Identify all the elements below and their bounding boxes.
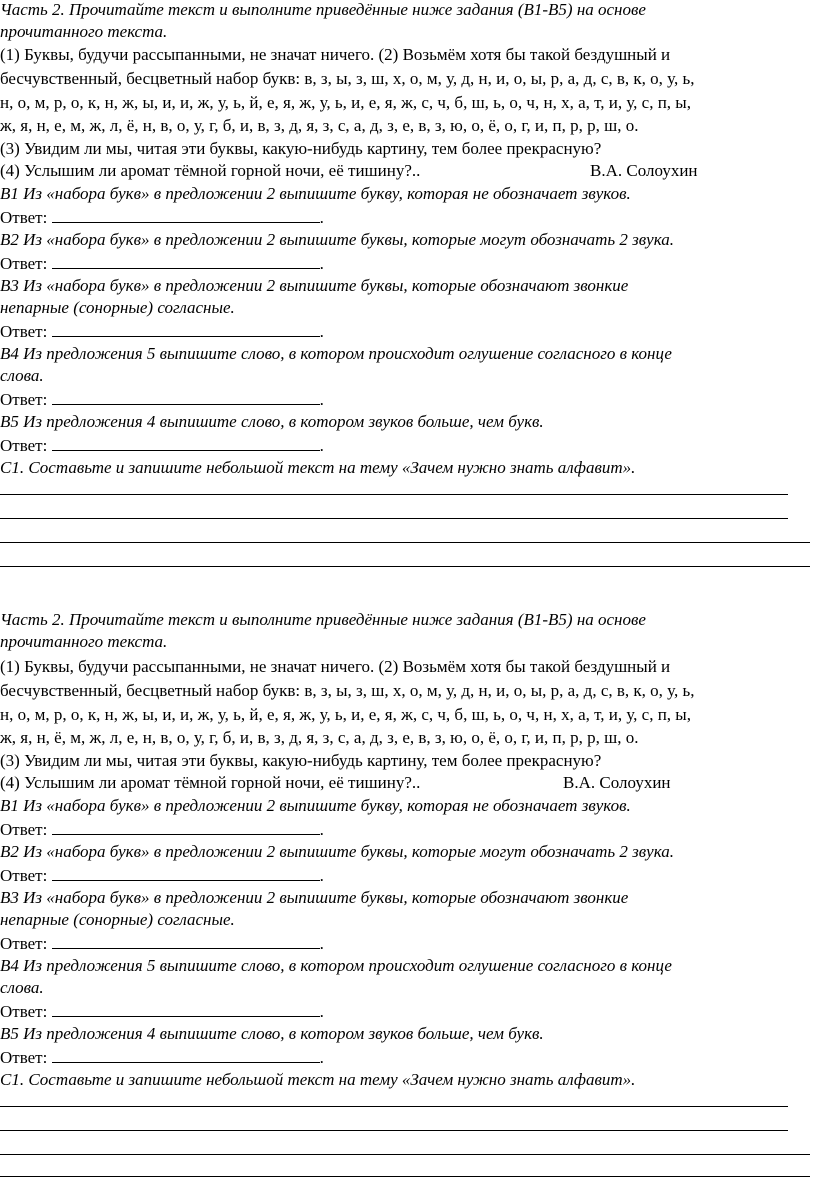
answer-period: . bbox=[319, 322, 324, 341]
question-b1: В1 Из «набора букв» в предложении 2 выпишите букву, которая не обозначает звуков. bbox=[0, 184, 631, 203]
text-line: бесчувственный, бесцветный набор букв: в, з, ы, з, ш, х, о, м, у, д, н, и, о, ы, р, а, д, с, в, к, о, у, ь, bbox=[0, 69, 695, 88]
answer-label: Ответ: bbox=[0, 1002, 48, 1021]
text-line: ж, я, н, ё, м, ж, л, е, н, в, о, у, г, б, и, в, з, д, я, з, с, а, д, з, е, в, з, ю, о, ё, о, г, и, п, р, р, ш, о. bbox=[0, 728, 639, 747]
question-b3-cont: непарные (сонорные) согласные. bbox=[0, 910, 235, 929]
answer-label: Ответ: bbox=[0, 820, 48, 839]
part-heading-cont: прочитанного текста. bbox=[0, 632, 168, 651]
writing-line[interactable] bbox=[0, 1176, 810, 1177]
text-line: (3) Увидим ли мы, читая эти буквы, какую-нибудь картину, тем более прекрасную? bbox=[0, 139, 602, 158]
question-b4-cont: слова. bbox=[0, 366, 44, 385]
answer-line[interactable] bbox=[52, 321, 320, 337]
answer-b2 bbox=[0, 865, 324, 886]
question-c1: С1. Составьте и запишите небольшой текст на тему «Зачем нужно знать алфавит». bbox=[0, 1070, 636, 1089]
answer-line[interactable] bbox=[52, 933, 320, 949]
question-b3: В3 Из «набора букв» в предложении 2 выпишите буквы, которые обозначают звонкие bbox=[0, 276, 629, 295]
answer-period: . bbox=[319, 1002, 324, 1021]
answer-line[interactable] bbox=[52, 865, 320, 881]
text-line: (1) Буквы, будучи рассыпанными, не значат ничего. (2) Возьмём хотя бы такой бездушный и bbox=[0, 657, 671, 676]
question-c1: С1. Составьте и запишите небольшой текст на тему «Зачем нужно знать алфавит». bbox=[0, 458, 636, 477]
answer-b2 bbox=[0, 253, 324, 274]
part-heading: Часть 2. Прочитайте текст и выполните приведённые ниже задания (В1-В5) на основе bbox=[0, 0, 646, 19]
answer-period: . bbox=[319, 254, 324, 273]
question-b4-cont: слова. bbox=[0, 978, 44, 997]
text-line: (3) Увидим ли мы, читая эти буквы, какую-нибудь картину, тем более прекрасную? bbox=[0, 751, 602, 770]
answer-label: Ответ: bbox=[0, 934, 48, 953]
answer-b4 bbox=[0, 1001, 324, 1022]
answer-label: Ответ: bbox=[0, 322, 48, 341]
writing-line[interactable] bbox=[0, 1154, 810, 1155]
answer-line[interactable] bbox=[52, 1047, 320, 1063]
answer-period: . bbox=[319, 390, 324, 409]
text-line: н, о, м, р, о, к, н, ж, ы, и, и, ж, у, ь, й, е, я, ж, у, ь, и, е, я, ж, с, ч, б, ш, ь, о, ч, н, х, а, т, и, у, с, п, ы, bbox=[0, 705, 691, 724]
answer-line[interactable] bbox=[52, 1001, 320, 1017]
question-b3-cont: непарные (сонорные) согласные. bbox=[0, 298, 235, 317]
question-b5: В5 Из предложения 4 выпишите слово, в котором звуков больше, чем букв. bbox=[0, 1024, 544, 1043]
answer-period: . bbox=[319, 436, 324, 455]
answer-label: Ответ: bbox=[0, 436, 48, 455]
answer-period: . bbox=[319, 820, 324, 839]
question-b3: В3 Из «набора букв» в предложении 2 выпишите буквы, которые обозначают звонкие bbox=[0, 888, 629, 907]
text-line: (1) Буквы, будучи рассыпанными, не значат ничего. (2) Возьмём хотя бы такой бездушный и bbox=[0, 45, 671, 64]
answer-period: . bbox=[319, 208, 324, 227]
text-line: ж, я, н, е, м, ж, л, ё, н, в, о, у, г, б, и, в, з, д, я, з, с, а, д, з, е, в, з, ю, о, ё, о, г, и, п, р, р, ш, о. bbox=[0, 116, 639, 135]
text-line: бесчувственный, бесцветный набор букв: в, з, ы, з, ш, х, о, м, у, д, н, и, о, ы, р, а, д, с, в, к, о, у, ь, bbox=[0, 681, 695, 700]
answer-b3 bbox=[0, 321, 324, 342]
answer-label: Ответ: bbox=[0, 208, 48, 227]
text-line: (4) Услышим ли аромат тёмной горной ночи, её тишину?.. bbox=[0, 773, 421, 792]
question-b4: В4 Из предложения 5 выпишите слово, в котором происходит оглушение согласного в конце bbox=[0, 344, 672, 363]
answer-period: . bbox=[319, 866, 324, 885]
answer-label: Ответ: bbox=[0, 390, 48, 409]
question-b2: В2 Из «набора букв» в предложении 2 выпишите буквы, которые могут обозначать 2 звука. bbox=[0, 842, 675, 861]
answer-label: Ответ: bbox=[0, 254, 48, 273]
answer-line[interactable] bbox=[52, 389, 320, 405]
answer-b1 bbox=[0, 819, 324, 840]
writing-line[interactable] bbox=[0, 494, 788, 495]
answer-period: . bbox=[319, 1048, 324, 1067]
writing-line[interactable] bbox=[0, 1106, 788, 1107]
answer-b5 bbox=[0, 435, 324, 456]
answer-line[interactable] bbox=[52, 435, 320, 451]
text-line: (4) Услышим ли аромат тёмной горной ночи, её тишину?.. bbox=[0, 161, 421, 180]
answer-line[interactable] bbox=[52, 253, 320, 269]
question-b5: В5 Из предложения 4 выпишите слово, в котором звуков больше, чем букв. bbox=[0, 412, 544, 431]
question-b4: В4 Из предложения 5 выпишите слово, в котором происходит оглушение согласного в конце bbox=[0, 956, 672, 975]
answer-line[interactable] bbox=[52, 819, 320, 835]
question-b2: В2 Из «набора букв» в предложении 2 выпишите буквы, которые могут обозначать 2 звука. bbox=[0, 230, 675, 249]
answer-b4 bbox=[0, 389, 324, 410]
answer-label: Ответ: bbox=[0, 1048, 48, 1067]
part-heading: Часть 2. Прочитайте текст и выполните приведённые ниже задания (В1-В5) на основе bbox=[0, 610, 646, 629]
part-heading-cont: прочитанного текста. bbox=[0, 22, 168, 41]
author-name: В.А. Солоухин bbox=[563, 773, 671, 792]
writing-line[interactable] bbox=[0, 1130, 788, 1131]
answer-b5 bbox=[0, 1047, 324, 1068]
answer-line[interactable] bbox=[52, 207, 320, 223]
text-line: н, о, м, р, о, к, н, ж, ы, и, и, ж, у, ь, й, е, я, ж, у, ь, и, е, я, ж, с, ч, б, ш, ь, о, ч, н, х, а, т, и, у, с, п, ы, bbox=[0, 93, 691, 112]
answer-period: . bbox=[319, 934, 324, 953]
answer-b1 bbox=[0, 207, 324, 228]
question-b1: В1 Из «набора букв» в предложении 2 выпишите букву, которая не обозначает звуков. bbox=[0, 796, 631, 815]
answer-label: Ответ: bbox=[0, 866, 48, 885]
answer-b3 bbox=[0, 933, 324, 954]
writing-line[interactable] bbox=[0, 566, 810, 567]
author-name: В.А. Солоухин bbox=[590, 161, 698, 180]
writing-line[interactable] bbox=[0, 518, 788, 519]
writing-line[interactable] bbox=[0, 542, 810, 543]
